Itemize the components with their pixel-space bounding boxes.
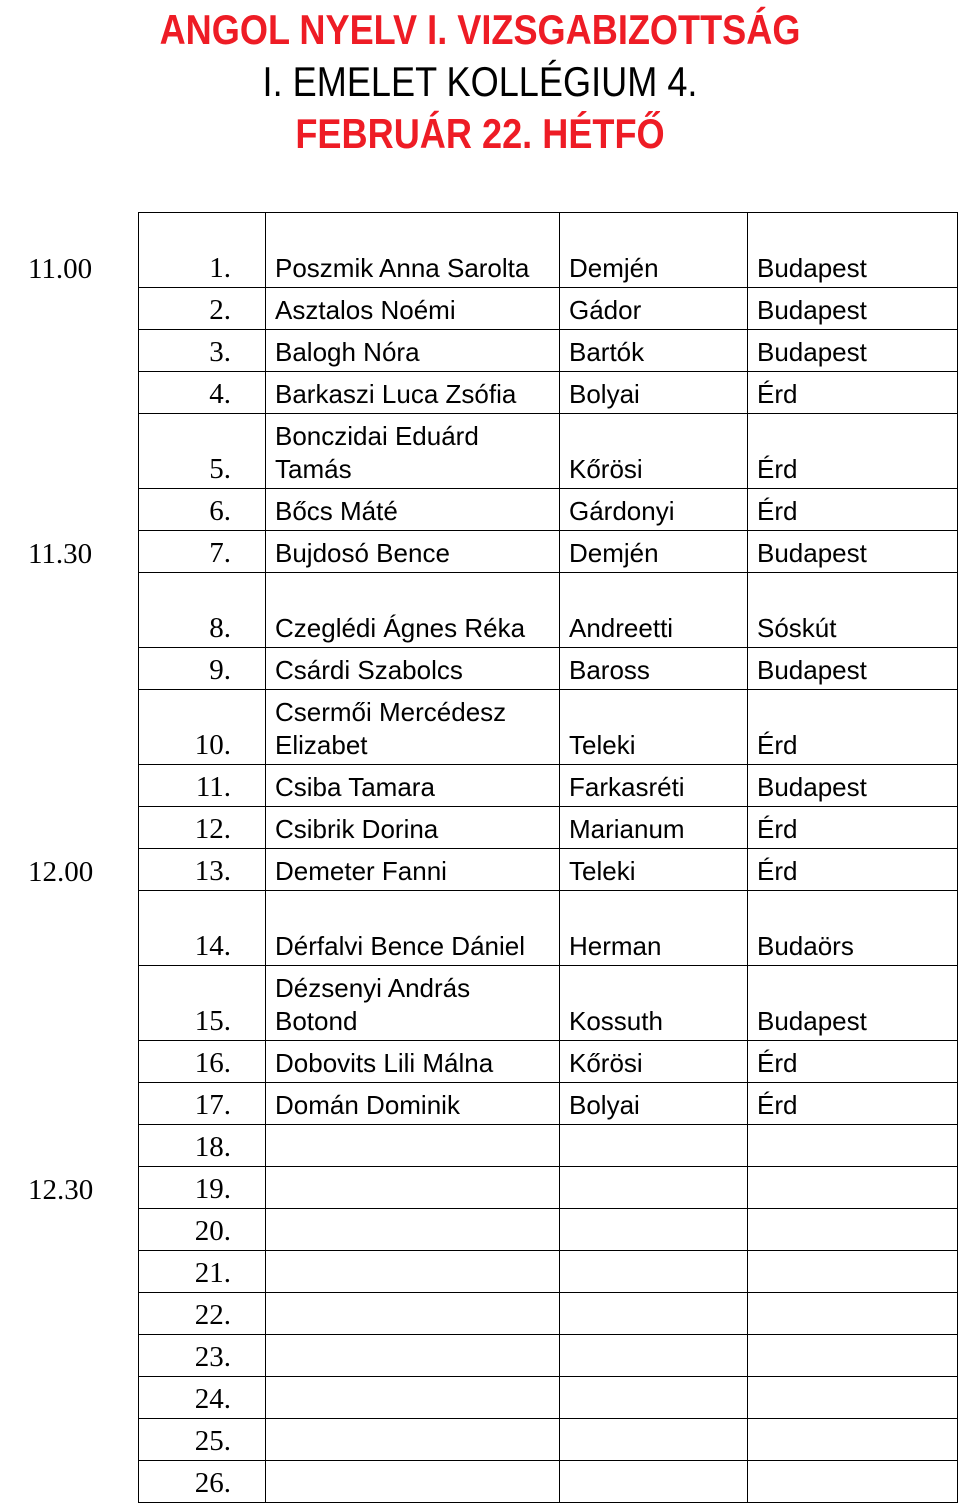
student-name-cell: Dobovits Lili Málna — [266, 1041, 560, 1083]
time-slot-cell — [14, 966, 139, 1041]
student-name-cell: Demeter Fanni — [266, 849, 560, 891]
city-cell — [748, 1377, 958, 1419]
school-cell — [560, 1293, 748, 1335]
school-cell: Bartók — [560, 330, 748, 372]
school-cell: Demjén — [560, 213, 748, 288]
time-slot-cell — [14, 1293, 139, 1335]
schedule-table — [14, 212, 958, 1503]
table-row — [14, 489, 958, 531]
time-slot-cell — [14, 372, 139, 414]
table-row — [14, 1377, 958, 1419]
row-number-cell: 5. — [139, 414, 266, 489]
student-name-cell: Bujdosó Bence — [266, 531, 560, 573]
row-number-cell: 12. — [139, 807, 266, 849]
time-slot-cell — [14, 1125, 139, 1167]
time-slot-cell: 12.00 — [28, 855, 94, 888]
city-cell: Érd — [748, 849, 958, 891]
school-cell: Kossuth — [560, 966, 748, 1041]
table-row — [14, 1461, 958, 1503]
time-slot-cell — [14, 690, 139, 765]
time-slot-cell — [14, 891, 139, 966]
time-slot-cell — [14, 414, 139, 489]
student-name-cell — [266, 1167, 560, 1209]
school-cell — [560, 1209, 748, 1251]
student-name-cell: Dérfalvi Bence Dániel — [266, 891, 560, 966]
row-number-cell: 22. — [139, 1293, 266, 1335]
school-cell: Bolyai — [560, 1083, 748, 1125]
school-cell: Kőrösi — [560, 1041, 748, 1083]
row-number-cell: 25. — [139, 1419, 266, 1461]
city-cell — [748, 1293, 958, 1335]
table-row — [14, 330, 958, 372]
table-row — [14, 288, 958, 330]
table-row — [14, 690, 958, 765]
exam-location: I. EMELET KOLLÉGIUM 4. — [262, 58, 698, 105]
row-number-cell: 17. — [139, 1083, 266, 1125]
student-name-cell — [266, 1335, 560, 1377]
time-slot-cell — [14, 1461, 139, 1503]
school-cell: Kőrösi — [560, 414, 748, 489]
time-slot-cell — [14, 1083, 139, 1125]
row-number-cell: 19. — [139, 1167, 266, 1209]
city-cell: Érd — [748, 690, 958, 765]
city-cell — [748, 1419, 958, 1461]
time-slot-cell — [14, 489, 139, 531]
table-row — [14, 1041, 958, 1083]
city-cell: Budapest — [748, 765, 958, 807]
time-slot-cell — [14, 1419, 139, 1461]
student-name-cell — [266, 1209, 560, 1251]
time-slot-cell — [14, 1335, 139, 1377]
time-slot-cell — [14, 648, 139, 690]
row-number-cell: 11. — [139, 765, 266, 807]
row-number-cell: 4. — [139, 372, 266, 414]
time-slot-cell — [14, 288, 139, 330]
school-cell — [560, 1251, 748, 1293]
school-cell: Demjén — [560, 531, 748, 573]
student-name-cell — [266, 1377, 560, 1419]
student-name-cell: Poszmik Anna Sarolta — [266, 213, 560, 288]
time-slot-cell: 12.30 — [28, 1173, 94, 1206]
student-name-cell: Dézsenyi András Botond — [266, 966, 560, 1041]
row-number-cell: 2. — [139, 288, 266, 330]
schedule-body — [14, 213, 958, 1503]
table-row — [14, 807, 958, 849]
city-cell: Érd — [748, 489, 958, 531]
table-row — [14, 573, 958, 648]
city-cell: Érd — [748, 372, 958, 414]
student-name-cell: Bonczidai Eduárd Tamás — [266, 414, 560, 489]
school-cell: Bolyai — [560, 372, 748, 414]
row-number-cell: 9. — [139, 648, 266, 690]
time-slot-cell — [14, 573, 139, 648]
table-row — [14, 531, 958, 573]
row-number-cell: 13. — [139, 849, 266, 891]
table-row — [14, 1167, 958, 1209]
city-cell — [748, 1251, 958, 1293]
student-name-cell — [266, 1419, 560, 1461]
city-cell: Budapest — [748, 531, 958, 573]
table-row — [14, 1083, 958, 1125]
row-number-cell: 8. — [139, 573, 266, 648]
city-cell: Érd — [748, 1083, 958, 1125]
table-row — [14, 1251, 958, 1293]
school-cell: Gárdonyi — [560, 489, 748, 531]
table-row — [14, 849, 958, 891]
time-slot-cell — [14, 1041, 139, 1083]
school-cell: Gádor — [560, 288, 748, 330]
table-row — [14, 891, 958, 966]
exam-date: FEBRUÁR 22. HÉTFŐ — [295, 110, 665, 157]
student-name-cell — [266, 1293, 560, 1335]
school-cell — [560, 1377, 748, 1419]
city-cell: Érd — [748, 414, 958, 489]
row-number-cell: 26. — [139, 1461, 266, 1503]
time-slot-cell: 11.00 — [28, 252, 93, 285]
time-slot-cell — [14, 330, 139, 372]
school-cell: Baross — [560, 648, 748, 690]
row-number-cell: 3. — [139, 330, 266, 372]
city-cell: Budaörs — [748, 891, 958, 966]
school-cell — [560, 1125, 748, 1167]
time-slot-cell — [14, 1251, 139, 1293]
student-name-cell: Barkaszi Luca Zsófia — [266, 372, 560, 414]
row-number-cell: 6. — [139, 489, 266, 531]
row-number-cell: 23. — [139, 1335, 266, 1377]
city-cell: Budapest — [748, 966, 958, 1041]
school-cell: Marianum — [560, 807, 748, 849]
student-name-cell: Domán Dominik — [266, 1083, 560, 1125]
row-number-cell: 1. — [139, 213, 266, 288]
city-cell: Budapest — [748, 330, 958, 372]
exam-committee-title: ANGOL NYELV I. VIZSGABIZOTTSÁG — [159, 6, 801, 53]
table-row — [14, 1419, 958, 1461]
row-number-cell: 14. — [139, 891, 266, 966]
student-name-cell: Czeglédi Ágnes Réka — [266, 573, 560, 648]
school-cell: Herman — [560, 891, 748, 966]
school-cell: Teleki — [560, 849, 748, 891]
row-number-cell: 15. — [139, 966, 266, 1041]
row-number-cell: 20. — [139, 1209, 266, 1251]
time-slot-cell — [14, 807, 139, 849]
school-cell: Andreetti — [560, 573, 748, 648]
city-cell: Budapest — [748, 288, 958, 330]
student-name-cell: Asztalos Noémi — [266, 288, 560, 330]
student-name-cell: Csárdi Szabolcs — [266, 648, 560, 690]
student-name-cell: Csiba Tamara — [266, 765, 560, 807]
student-name-cell: Csermői Mercédesz Elizabet — [266, 690, 560, 765]
student-name-cell — [266, 1251, 560, 1293]
time-slot-cell — [14, 765, 139, 807]
row-number-cell: 10. — [139, 690, 266, 765]
row-number-cell: 24. — [139, 1377, 266, 1419]
city-cell — [748, 1167, 958, 1209]
row-number-cell: 18. — [139, 1125, 266, 1167]
table-row — [14, 414, 958, 489]
school-cell — [560, 1419, 748, 1461]
student-name-cell — [266, 1125, 560, 1167]
time-slot-cell — [14, 1377, 139, 1419]
student-name-cell: Bőcs Máté — [266, 489, 560, 531]
city-cell — [748, 1335, 958, 1377]
table-row — [14, 966, 958, 1041]
table-row — [14, 1293, 958, 1335]
city-cell — [748, 1125, 958, 1167]
table-row — [14, 1335, 958, 1377]
table-row — [14, 765, 958, 807]
city-cell: Sóskút — [748, 573, 958, 648]
city-cell — [748, 1209, 958, 1251]
table-row — [14, 648, 958, 690]
row-number-cell: 16. — [139, 1041, 266, 1083]
city-cell — [748, 1461, 958, 1503]
student-name-cell — [266, 1461, 560, 1503]
school-cell: Farkasréti — [560, 765, 748, 807]
table-row — [14, 1209, 958, 1251]
student-name-cell: Balogh Nóra — [266, 330, 560, 372]
table-row — [14, 372, 958, 414]
student-name-cell: Csibrik Dorina — [266, 807, 560, 849]
city-cell: Érd — [748, 1041, 958, 1083]
row-number-cell: 21. — [139, 1251, 266, 1293]
time-slot-cell — [14, 1209, 139, 1251]
table-row — [14, 213, 958, 288]
school-cell — [560, 1461, 748, 1503]
city-cell: Érd — [748, 807, 958, 849]
time-slot-cell: 11.30 — [28, 537, 93, 570]
school-cell: Teleki — [560, 690, 748, 765]
city-cell: Budapest — [748, 213, 958, 288]
table-row — [14, 1125, 958, 1167]
row-number-cell: 7. — [139, 531, 266, 573]
school-cell — [560, 1167, 748, 1209]
school-cell — [560, 1335, 748, 1377]
city-cell: Budapest — [748, 648, 958, 690]
